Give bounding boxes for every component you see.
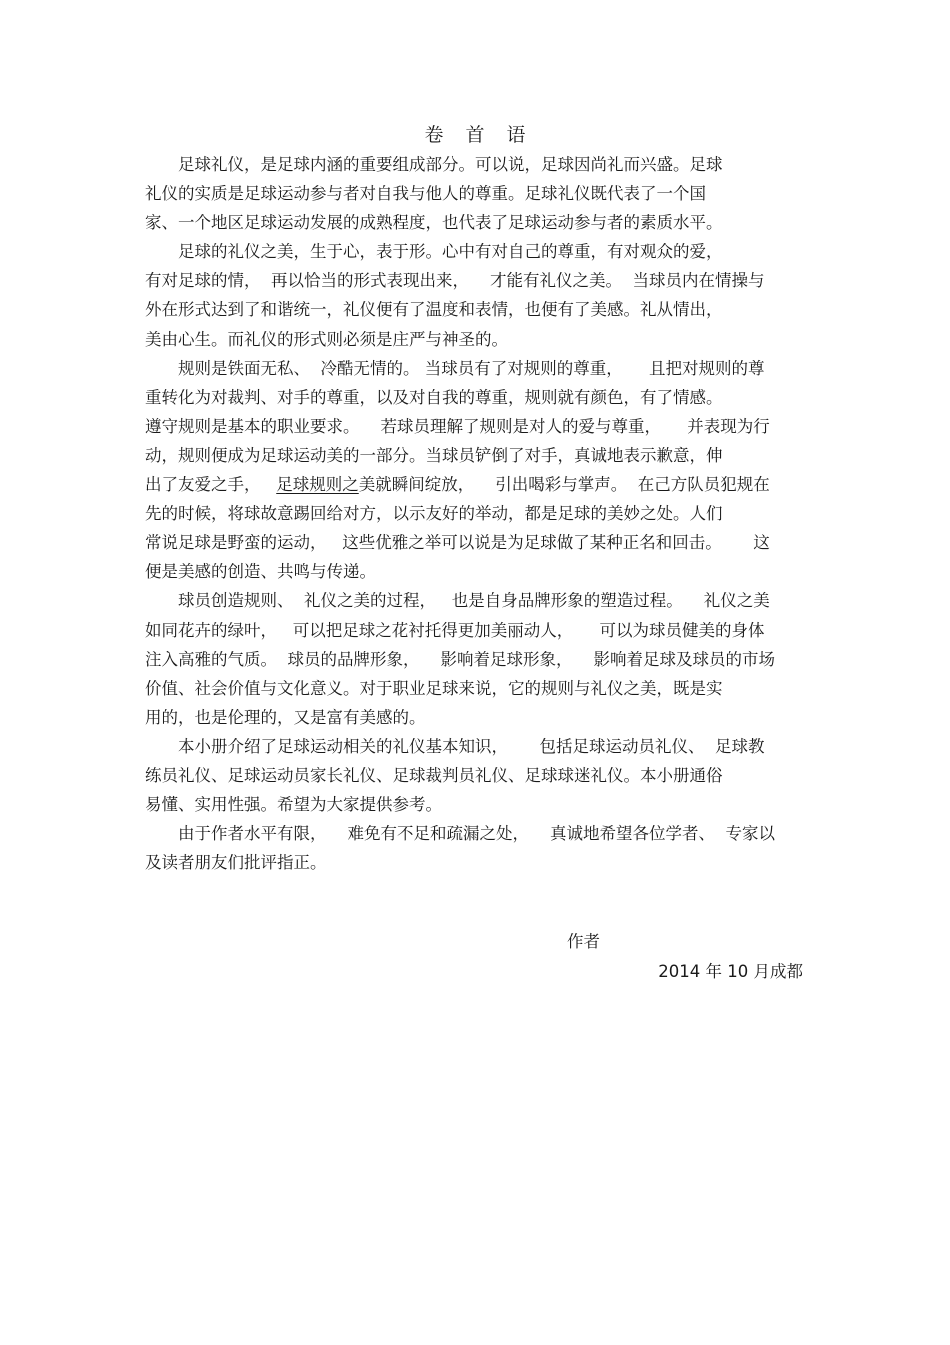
text-line: 有对足球的情， 再以恰当的形式表现出来， 才能有礼仪之美。 当球员内在情操与 — [145, 271, 765, 291]
text-line: 遵守规则是基本的职业要求。 若球员理解了规则是对人的爱与尊重， 并表现为行 — [145, 416, 770, 436]
text-line: 动，规则便成为足球运动美的一部分。当球员铲倒了对手，真诚地表示歉意，伸 — [145, 445, 723, 465]
text-line: 礼仪的实质是足球运动参与者对自我与他人的尊重。足球礼仪既代表了一个国 — [145, 184, 706, 204]
text-line: 球员创造规则、 礼仪之美的过程， 也是自身品牌形象的塑造过程。 礼仪之美 — [145, 591, 770, 611]
text-line: 美由心生。而礼仪的形式则必须是庄严与神圣的。 — [145, 329, 508, 349]
text-line: 外在形式达到了和谐统一，礼仪便有了温度和表情，也便有了美感。礼从情出， — [145, 300, 723, 320]
text-line — [145, 470, 810, 499]
text-line: 练员礼仪、足球运动员家长礼仪、足球裁判员礼仪、足球球迷礼仪。本小册通俗 — [145, 765, 723, 785]
text-line: 常说足球是野蛮的运动， 这些优雅之举可以说是为足球做了某种正名和回击。 这 — [145, 533, 770, 553]
text-line: 足球的礼仪之美，生于心，表于形。心中有对自己的尊重，有对观众的爱， — [145, 242, 723, 262]
text-segment: 美就瞬间绽放， 引出喝彩与掌声。 在己方队员犯规在 — [358, 475, 770, 495]
text-line: 家、一个地区足球运动发展的成熟程度，也代表了足球运动参与者的素质水平。 — [145, 213, 723, 233]
date-place: 2014 年 10 月成都 — [658, 962, 803, 981]
text-line: 价值、社会价值与文化意义。对于职业足球来说，它的规则与礼仪之美，既是实 — [145, 678, 723, 698]
text-line: 足球礼仪，是足球内涵的重要组成部分。可以说，足球因尚礼而兴盛。足球 — [145, 155, 723, 174]
title-char: 语 — [506, 124, 526, 146]
text-line: 如同花卉的绿叶， 可以把足球之花衬托得更加美丽动人， 可以为球员健美的身体 — [145, 620, 765, 640]
title-char: 首 — [465, 124, 485, 146]
text-line: 先的时候，将球故意踢回给对方，以示友好的举动，都是足球的美妙之处。人们 — [145, 504, 723, 524]
text-line: 注入高雅的气质。 球员的品牌形象， 影响着足球形象， 影响着足球及球员的市场 — [145, 649, 775, 669]
text-line: 规则是铁面无私、 冷酷无情的。 当球员有了对规则的尊重， 且把对规则的尊 — [145, 358, 765, 378]
title-char: 卷 — [424, 124, 444, 146]
text-line: 重转化为对裁判、对手的尊重，以及对自我的尊重，规则就有颜色，有了情感。 — [145, 387, 723, 407]
author-signature: 作者 — [567, 932, 600, 951]
text-line: 易懂、实用性强。希望为大家提供参考。 — [145, 795, 442, 815]
text-line: 用的，也是伦理的，又是富有美感的。 — [145, 707, 426, 727]
text-segment: 出了友爱之手， — [145, 475, 277, 495]
underlined-text: 足球规则之 — [276, 475, 359, 495]
text-line: 本小册介绍了足球运动相关的礼仪基本知识， 包括足球运动员礼仪、 足球教 — [145, 736, 765, 756]
page-title — [0, 120, 950, 147]
text-line: 便是美感的创造、共鸣与传递。 — [145, 562, 376, 582]
text-line: 及读者朋友们批评指正。 — [145, 853, 327, 873]
text-line: 由于作者水平有限， 难免有不足和疏漏之处， 真诚地希望各位学者、 专家以 — [145, 824, 775, 844]
preface-body — [145, 150, 810, 877]
